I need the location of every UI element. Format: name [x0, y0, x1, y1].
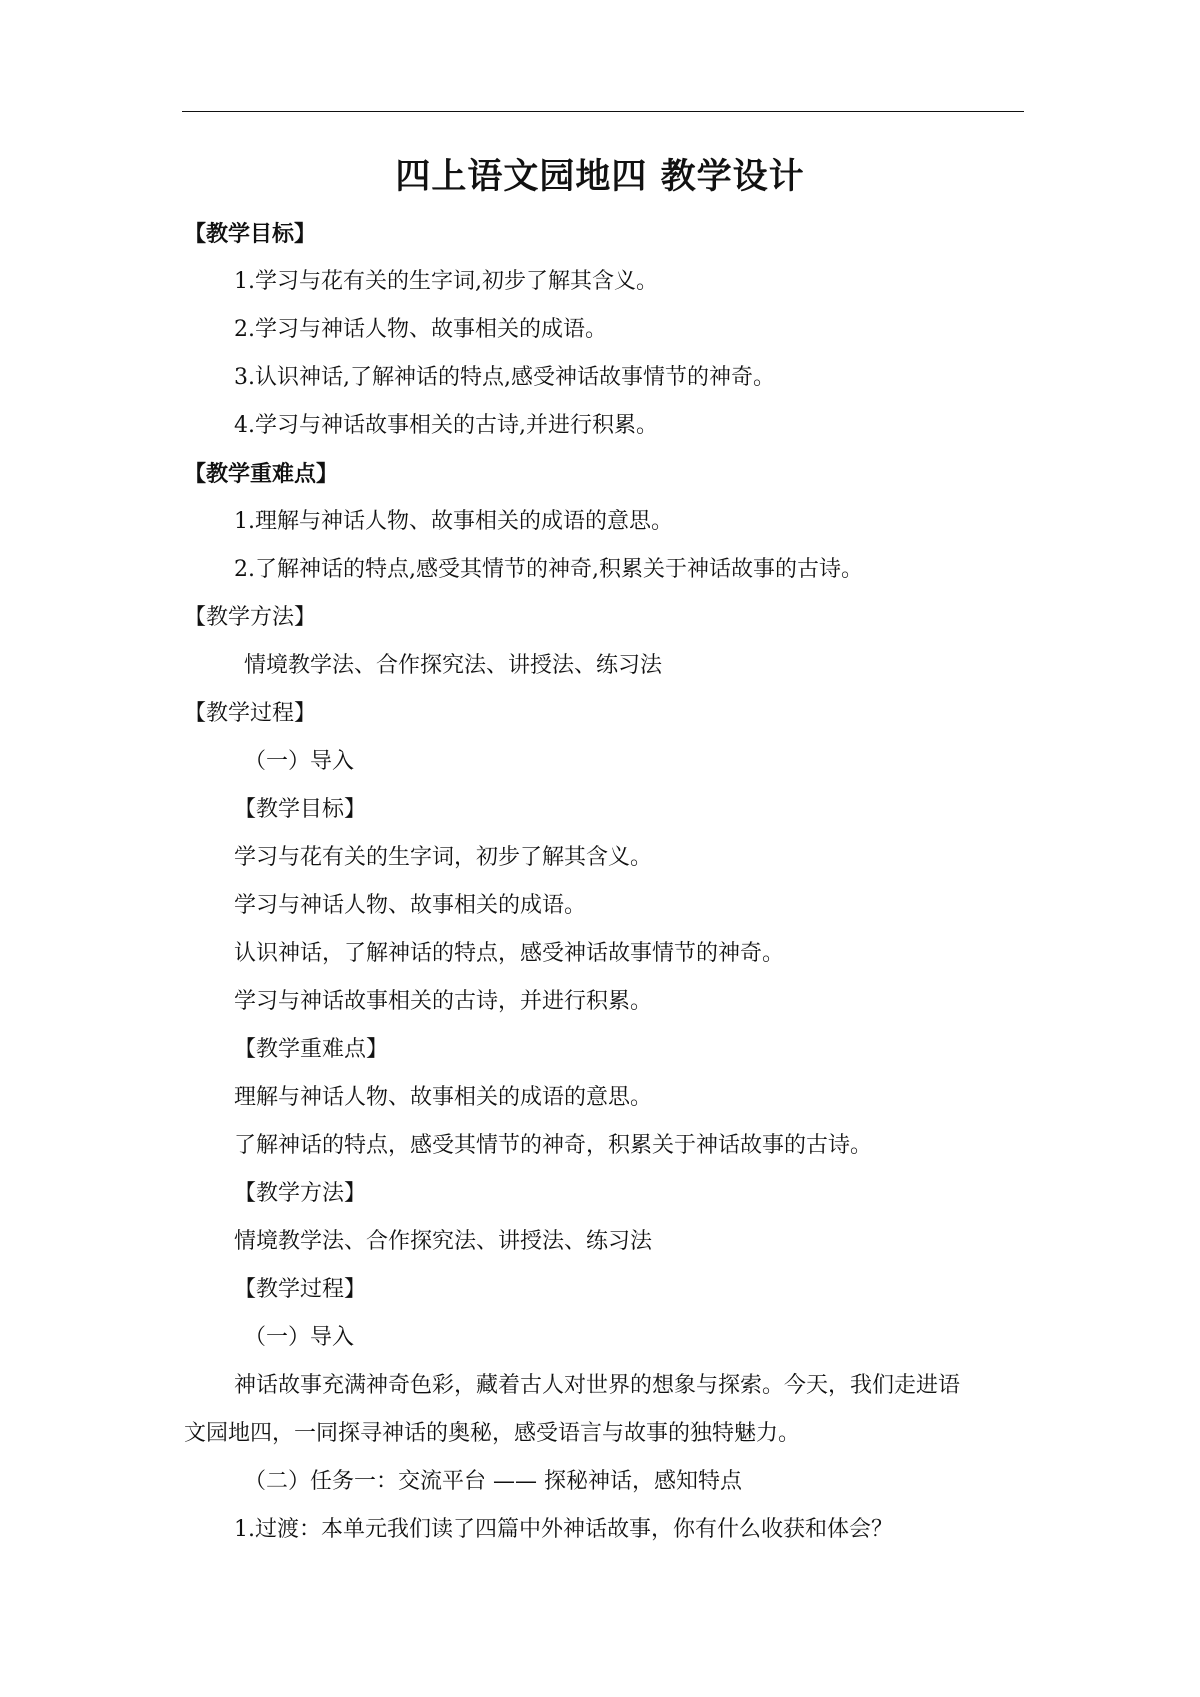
key-point-item: 2.了解神话的特点,感受其情节的神奇,积累关于神话故事的古诗。	[234, 557, 863, 582]
key-point-text: 了解神话的特点，感受其情节的神奇，积累关于神话故事的古诗。	[234, 1133, 873, 1158]
methods-text: 情境教学法、合作探究法、讲授法、练习法	[234, 1229, 653, 1254]
section-heading-key-points: 【教学重难点】	[184, 461, 339, 487]
task-one-step: 1.过渡：本单元我们读了四篇中外神话故事，你有什么收获和体会？	[234, 1517, 893, 1542]
section-heading-process: 【教学过程】	[184, 701, 317, 726]
objective-text: 学习与神话故事相关的古诗，并进行积累。	[234, 989, 653, 1014]
objective-item: 1.学习与花有关的生字词,初步了解其含义。	[234, 269, 658, 294]
objective-text: 认识神话，了解神话的特点，感受神话故事情节的神奇。	[234, 941, 785, 966]
subheading-methods: 【教学方法】	[234, 1181, 367, 1206]
objective-text: 学习与花有关的生字词，初步了解其含义。	[234, 845, 653, 870]
section-heading-objectives: 【教学目标】	[184, 221, 317, 247]
objective-text: 学习与神话人物、故事相关的成语。	[234, 893, 587, 918]
subsection-heading-intro: （一）导入	[244, 749, 355, 774]
objective-item: 4.学习与神话故事相关的古诗,并进行积累。	[234, 413, 658, 438]
methods-text: 情境教学法、合作探究法、讲授法、练习法	[244, 653, 663, 678]
intro-paragraph-line: 文园地四，一同探寻神话的奥秘，感受语言与故事的独特魅力。	[184, 1421, 801, 1446]
subheading-process: 【教学过程】	[234, 1277, 367, 1302]
key-point-item: 1.理解与神话人物、故事相关的成语的意思。	[234, 509, 673, 534]
subheading-key-points: 【教学重难点】	[234, 1037, 389, 1062]
document-title: 四上语文园地四 教学设计	[395, 156, 805, 197]
intro-paragraph-line: 神话故事充满神奇色彩，藏着古人对世界的想象与探索。今天，我们走进语	[234, 1373, 961, 1398]
objective-item: 3.认识神话,了解神话的特点,感受神话故事情节的神奇。	[234, 365, 775, 390]
subheading-objectives: 【教学目标】	[234, 797, 367, 822]
section-heading-methods: 【教学方法】	[184, 605, 317, 630]
objective-item: 2.学习与神话人物、故事相关的成语。	[234, 317, 607, 342]
key-point-text: 理解与神话人物、故事相关的成语的意思。	[234, 1085, 653, 1110]
subsection-heading-intro: （一）导入	[244, 1325, 355, 1350]
task-one-heading: （二）任务一：交流平台 —— 探秘神话，感知特点	[244, 1469, 742, 1494]
header-rule	[182, 111, 1024, 112]
